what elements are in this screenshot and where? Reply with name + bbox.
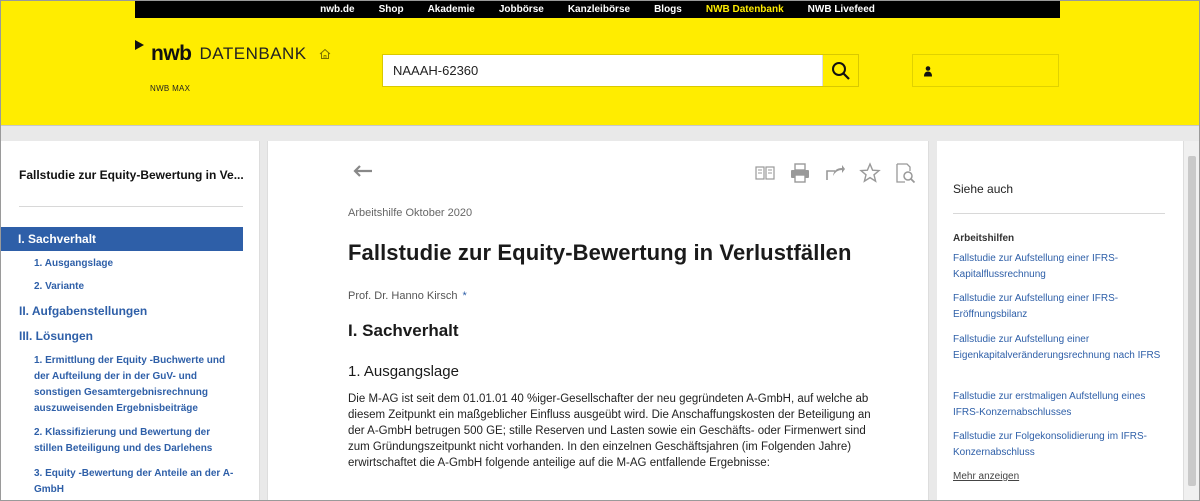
document-content	[267, 141, 929, 501]
toc-item-aufgabenstellungen[interactable]: II. Aufgabenstellungen	[19, 304, 148, 318]
topnav-jobboerse[interactable]: Jobbörse	[498, 3, 544, 15]
page-title: Fallstudie zur Equity-Bewertung in Verlustfällen	[348, 240, 852, 265]
scrollbar[interactable]	[1183, 141, 1200, 501]
document-meta: Arbeitshilfe Oktober 2020	[348, 207, 473, 219]
logo-brand: nwb	[151, 42, 192, 65]
related-sidebar	[937, 141, 1183, 501]
share-icon[interactable]	[824, 162, 846, 184]
related-link[interactable]: Fallstudie zur Aufstellung einer IFRS-Kapitalflussrechnung	[953, 253, 1119, 280]
print-icon[interactable]	[789, 162, 811, 184]
divider	[953, 213, 1165, 214]
topnav-shop[interactable]: Shop	[378, 3, 404, 15]
back-arrow-icon[interactable]	[352, 164, 374, 178]
toc-item-loesung-2[interactable]: 2. Klassifizierung und Bewertung der stillen Beteiligung und des Darlehens	[34, 427, 213, 454]
toc-item-loesung-1[interactable]: 1. Ermittlung der Equity -Buchwerte und der Aufteilung der in der GuV- und sonstigen Gesamtergebnisrechnung auszuweisenden Ergebnisbeiträge	[34, 355, 226, 414]
search-box	[382, 54, 859, 87]
home-icon[interactable]	[319, 48, 331, 60]
search-icon	[831, 61, 851, 81]
bookmark-star-icon[interactable]	[859, 162, 881, 184]
scrollbar-thumb[interactable]	[1188, 156, 1196, 486]
related-title: Siehe auch	[953, 182, 1014, 196]
subsection-heading: 1. Ausgangslage	[348, 363, 459, 380]
toc-title: Fallstudie zur Equity-Bewertung in Ve...	[19, 168, 244, 182]
document-search-icon[interactable]	[894, 162, 916, 184]
related-category: Arbeitshilfen	[953, 233, 1015, 244]
related-link[interactable]: Fallstudie zur erstmaligen Aufstellung eines IFRS-Konzernabschlusses	[953, 391, 1146, 418]
header	[0, 0, 1200, 126]
topnav-nwb-livefeed[interactable]: NWB Livefeed	[807, 3, 875, 15]
logo-triangle-icon	[135, 40, 144, 50]
search-input[interactable]	[383, 55, 822, 86]
logo[interactable]	[135, 42, 331, 66]
divider	[19, 206, 243, 207]
topnav-kanzleiboerse[interactable]: Kanzleibörse	[567, 3, 631, 15]
toc-item-loesungen[interactable]: III. Lösungen	[19, 329, 93, 343]
document-toolbar	[754, 162, 916, 184]
related-link[interactable]: Fallstudie zur Aufstellung einer IFRS-Eröffnungsbilanz	[953, 293, 1119, 320]
show-more-link[interactable]: Mehr anzeigen	[953, 471, 1020, 482]
related-link[interactable]: Fallstudie zur Folgekonsolidierung im IFRS-Konzernabschluss	[953, 431, 1147, 458]
toc-item-loesung-3[interactable]: 3. Equity -Bewertung der Anteile an der A-GmbH	[34, 468, 234, 495]
toc-item-ausgangslage[interactable]: 1. Ausgangslage	[34, 258, 114, 269]
reader-view-icon[interactable]	[754, 162, 776, 184]
top-navigation	[135, 0, 1060, 18]
search-button[interactable]	[822, 55, 858, 86]
logo-subline: NWB MAX	[150, 84, 191, 93]
logo-product: DATENBANK	[199, 44, 307, 63]
related-link[interactable]: Fallstudie zur Aufstellung einer Eigenkapitalveränderungsrechnung nach IFRS	[953, 334, 1161, 361]
toc-sidebar	[0, 141, 260, 501]
section-heading: I. Sachverhalt	[348, 321, 459, 340]
user-menu[interactable]	[912, 54, 1059, 87]
user-icon	[923, 65, 933, 77]
topnav-nwb-datenbank[interactable]: NWB Datenbank	[705, 3, 784, 15]
topnav-akademie[interactable]: Akademie	[427, 3, 475, 15]
author-name: Prof. Dr. Hanno Kirsch	[348, 290, 458, 302]
author-footnote-link[interactable]: *	[462, 290, 467, 302]
paragraph: Die M-AG ist seit dem 01.01.01 40 %iger-Gesellschafter der neu gegründeten A-GmbH, auf welche ab diesem Zeitpunkt ein maßgeblicher Einfluss ausgeübt wird. Die Anschaffungskosten der Beteiligung an der A-GmbH betrugen 500 GE; stille Reserven und Lasten sowie ein Geschäfts- oder Firmenwert sind zum Gründungszeitpunkt nicht vorhanden. In den einzelnen Geschäftsjahren (im Folgenden Jahre) erwirtschaftet die A-GmbH folgende anteilige auf die M-AG entfallende Ergebnisse:	[348, 393, 871, 469]
toc-item-variante[interactable]: 2. Variante	[34, 281, 85, 292]
topnav-nwb-de[interactable]: nwb.de	[320, 3, 355, 15]
toc-item-sachverhalt[interactable]: I. Sachverhalt	[0, 227, 243, 251]
topnav-blogs[interactable]: Blogs	[654, 3, 682, 15]
author	[348, 290, 467, 302]
